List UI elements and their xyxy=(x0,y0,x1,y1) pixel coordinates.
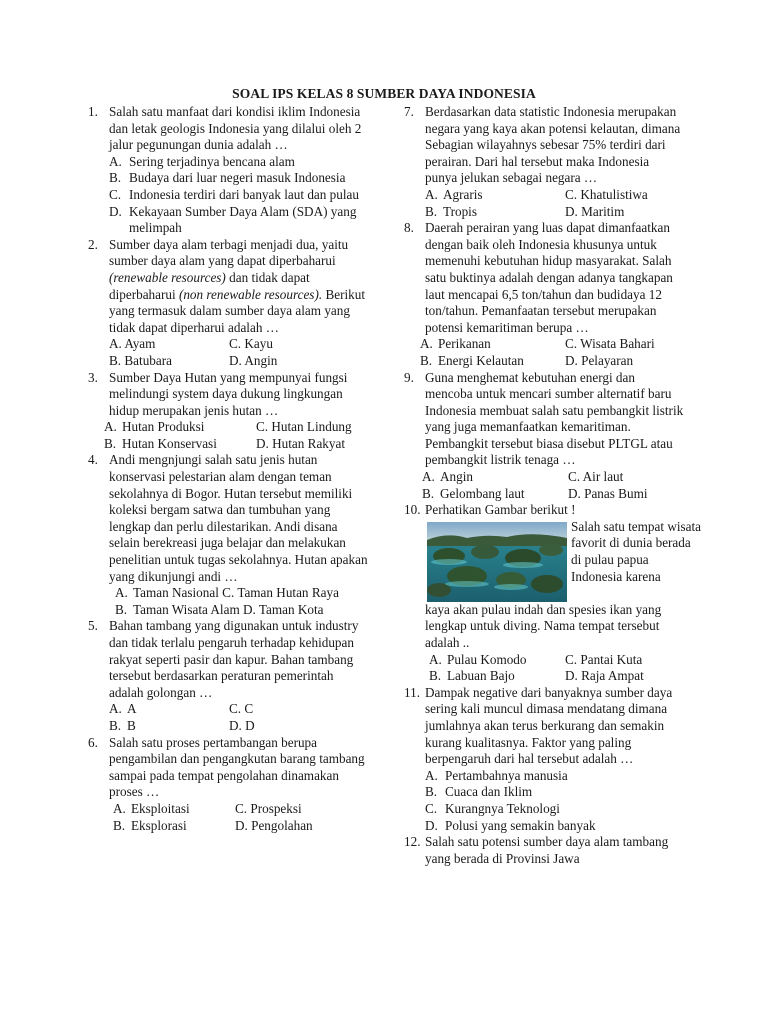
option-b[interactable]: B. Gelombang laut xyxy=(422,485,525,501)
question-number: 5. xyxy=(88,618,98,634)
options-row-ac xyxy=(429,652,684,669)
question-text: Dampak negative dari banyaknya sumber daya sering kali muncul dimasa mendatang dimana jumlahnya akan terus berkurang dan semakin kurang kualitasnya. Faktor yang paling berpengaruh dari hal tersebut adalah … xyxy=(425,684,673,767)
right-column xyxy=(404,104,702,867)
question-text: Berdasarkan data statistic Indonesia merupakan negara yang kaya akan potensi kelautan, dimana Sebagian wilayahnys sebesar 75% terdiri dari perairan. Dari hal tersebut maka Indonesia punya jelukan sebagai negara … xyxy=(425,104,681,186)
question-text: Andi mengnjungi salah satu jenis hutan konservasi pelestarian alam dengan teman sekolahnya di Bogor. Hutan tersebut memiliki koleksi bergam satwa dan tumbuhan yang lengkap dan perlu dilestarikan. Andi disana selain berekreasi juga belajar dan melakukan penelitian untuk tugas sekolahnya. Hutan apakan yang dikunjungi andi … xyxy=(109,452,368,584)
options-row-bd xyxy=(429,668,684,685)
question-number: 2. xyxy=(88,236,98,252)
raja-ampat-islands-photo xyxy=(427,522,567,602)
question-number: 9. xyxy=(404,369,414,385)
options-row-ac xyxy=(104,419,370,436)
left-column xyxy=(88,104,370,834)
question-8 xyxy=(404,220,684,369)
question-text: Salah satu manfaat dari kondisi iklim Indonesia dan letak geologis Indonesia yang dilalui oleh 2 jalur pegunungan dunia adalah … xyxy=(109,104,362,153)
question-10 xyxy=(404,502,702,685)
question-text: Bahan tambang yang digunakan untuk industry dan tidak terlalu pengaruh terhadap kehidupan rakyat seperti pasir dan kapur. Bahan tambang tersebut berdasarkan peraturan pemerintah adalah golongan … xyxy=(109,618,359,700)
option-d[interactable]: D. Panas Bumi xyxy=(568,485,648,501)
option-d[interactable]: D. Raja Ampat xyxy=(565,668,644,684)
option-b[interactable]: B. Hutan Konservasi xyxy=(104,435,217,451)
options-row-ac xyxy=(109,336,370,353)
option-a[interactable]: A. Agraris xyxy=(425,186,483,202)
option-a[interactable]: A. Hutan Produksi xyxy=(104,419,205,435)
options-row-bd xyxy=(104,436,370,453)
option-a[interactable]: A. Pulau Komodo xyxy=(429,651,527,667)
option-a[interactable]: A. Perikanan xyxy=(420,336,491,352)
question-1 xyxy=(88,104,370,237)
question-number: 7. xyxy=(404,104,414,119)
question-number: 11. xyxy=(404,684,420,700)
options-row-bd xyxy=(420,353,684,370)
options-row-bd xyxy=(109,718,370,735)
option-d[interactable]: D. Pengolahan xyxy=(235,817,313,833)
option-a[interactable]: A. Sering terjadinya bencana alam xyxy=(109,153,295,169)
option-d[interactable]: D. Hutan Rakyat xyxy=(256,435,345,451)
question-text: Daerah perairan yang luas dapat dimanfaatkan dengan baik oleh Indonesia khusunya untuk memenuhi kebutuhan hidup masyarakat. Salah satu buktinya adalah dengan adanya tangkapan laut mencapai 6,5 ton/tahun dan budidaya 12 ton/tahun. Pemanfaatan tersebut merupakan potensi kemaritiman berupa … xyxy=(425,220,673,335)
option-a[interactable]: A. Eksploitasi xyxy=(113,800,190,816)
question-6 xyxy=(88,735,370,835)
question-12 xyxy=(404,834,684,867)
option-b[interactable]: B. B xyxy=(109,717,136,733)
option-c[interactable]: C. Kayu xyxy=(229,336,273,352)
options-row-ac xyxy=(422,469,684,486)
question-text: Sumber daya alam terbagi menjadi dua, yaitu sumber daya alam yang dapat diperbaharui (renewable resources) dan tidak dapat diperbaharui (non renewable resources). Berikut yang termasuk dalam sumber daya alam yang tidak dapat diperharui adalah … xyxy=(109,236,365,335)
question-number: 10. xyxy=(404,502,421,518)
option-c[interactable]: C. Air laut xyxy=(568,469,624,485)
option-b[interactable]: B. Budaya dari luar negeri masuk Indonesia xyxy=(109,170,346,186)
option-a[interactable]: A. Pertambahnya manusia xyxy=(425,767,568,783)
options-row-bd xyxy=(422,486,684,503)
option-a[interactable]: A. Ayam xyxy=(109,336,156,352)
options-row-bd xyxy=(109,353,370,370)
options-row-bd xyxy=(425,204,684,221)
question-text: Sumber Daya Hutan yang mempunyai fungsi melindungi system daya dukung lingkungan hidup merupakan jenis hutan … xyxy=(109,369,348,418)
options-row-ac xyxy=(109,701,370,718)
option-c[interactable]: C. Prospeksi xyxy=(235,800,302,816)
question-5 xyxy=(88,618,370,734)
question-text: Salah satu proses pertambangan berupa pengambilan dan pengangkutan barang tambang sampai pada tempat pengolahan dinamakan proses … xyxy=(109,734,365,800)
option-c[interactable]: C. Wisata Bahari xyxy=(565,336,655,352)
option-d[interactable]: D. Angin xyxy=(229,352,278,368)
option-c[interactable]: C. Kurangnya Teknologi xyxy=(425,800,560,816)
question-9 xyxy=(404,370,684,503)
option-a[interactable]: A. A xyxy=(109,701,137,717)
option-b[interactable]: B. Labuan Bajo xyxy=(429,668,515,684)
question-text: kaya akan pulau indah dan spesies ikan yang lengkap untuk diving. Nama tempat tersebut adalah .. xyxy=(425,601,662,651)
figure-block xyxy=(425,518,702,602)
question-11 xyxy=(404,685,684,834)
option-c[interactable]: C. Pantai Kuta xyxy=(565,651,643,667)
question-7 xyxy=(404,104,684,220)
option-b[interactable]: B. Tropis xyxy=(425,203,477,219)
question-text: Guna menghemat kebutuhan energi dan mencoba untuk mencari sumber alternatif baru Indonesia membuat salah satu pembangkit listrik yang juga memanfaatkan kemaritiman. Pembangkit tersebut biasa disebut PLTGL atau pembangkit listrik tenaga … xyxy=(425,369,684,468)
question-3 xyxy=(88,370,370,453)
options-row-bd xyxy=(113,818,370,835)
page-title: SOAL IPS KELAS 8 SUMBER DAYA INDONESIA xyxy=(232,86,536,101)
question-number: 4. xyxy=(88,452,98,468)
option-c[interactable]: C. C xyxy=(229,701,254,717)
figure-side-text: Salah satu tempat wisata favorit di dunia berada di pulau papua Indonesia karena xyxy=(571,518,702,584)
question-number: 6. xyxy=(88,734,98,750)
option-b[interactable]: B. Energi Kelautan xyxy=(420,352,524,368)
option-c[interactable]: C. Hutan Lindung xyxy=(256,419,352,435)
option-d[interactable]: D. Polusi yang semakin banyak xyxy=(425,817,596,833)
question-2 xyxy=(88,237,370,370)
option-d[interactable]: D. D xyxy=(229,717,255,733)
question-number: 3. xyxy=(88,369,98,385)
option-d[interactable]: D. Kekayaan Sumber Daya Alam (SDA) yang melimpah xyxy=(109,203,357,236)
question-number: 8. xyxy=(404,220,414,236)
option-d[interactable]: D. Maritim xyxy=(565,203,625,219)
question-text: Salah satu potensi sumber daya alam tambang yang berada di Provinsi Jawa xyxy=(425,834,669,866)
question-number: 12. xyxy=(404,834,421,850)
option-d[interactable]: D. Pelayaran xyxy=(565,352,634,368)
options-row-ac xyxy=(420,336,684,353)
option-c[interactable]: C. Indonesia terdiri dari banyak laut dan pulau xyxy=(109,186,359,202)
question-number: 1. xyxy=(88,104,98,119)
option-b[interactable]: B. Eksplorasi xyxy=(113,817,187,833)
question-4 xyxy=(88,452,370,618)
option-c[interactable]: C. Khatulistiwa xyxy=(565,186,648,202)
options-row-ac[interactable]: A. Taman Nasional C. Taman Hutan Raya xyxy=(115,585,339,601)
options-row-bd[interactable]: B. Taman Wisata Alam D. Taman Kota xyxy=(115,601,324,617)
option-b[interactable]: B. Batubara xyxy=(109,352,172,368)
options-row-ac xyxy=(113,801,370,818)
option-a[interactable]: A. Angin xyxy=(422,469,473,485)
question-heading: Perhatikan Gambar berikut ! xyxy=(425,502,576,518)
options-row-ac xyxy=(425,187,684,204)
option-b[interactable]: B. Cuaca dan Iklim xyxy=(425,784,533,800)
